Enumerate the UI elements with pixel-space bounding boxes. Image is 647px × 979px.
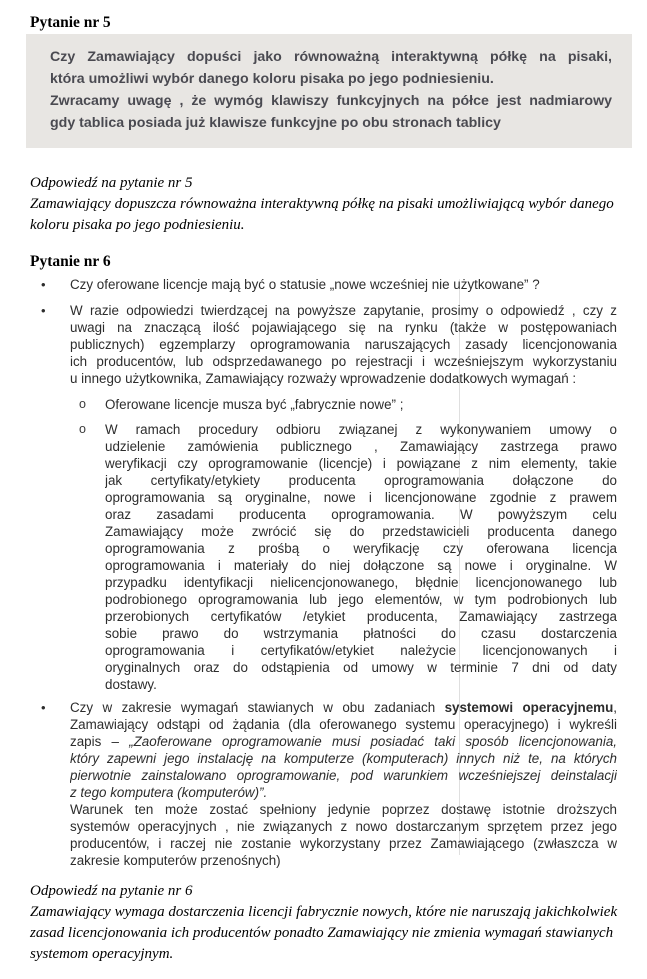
bullet-marker: •: [41, 700, 46, 715]
question5-scan-text: [50, 46, 612, 134]
list-item: [40, 421, 617, 693]
answer6-text: [30, 902, 617, 965]
scan-text-line: przypadku identyfikacji nielicencjonowanego, błędnie licencjonowanego lub: [105, 575, 617, 590]
scan-text-line: sobie prawo do wstrzymania płatności do czasu dostarczenia: [105, 626, 617, 641]
answer-text-line: Zamawiający wymaga dostarczenia licencji fabrycznie nowych, które nie naruszają jakichkolwiek: [30, 904, 618, 920]
scan-text-line: przerobionych certyfikatów /etykiet producenta, Zamawiający zastrzega: [105, 609, 617, 624]
scan-text-line: Czy w zakresie wymagań stawianych w obu zadaniach systemowi operacyjnemu,: [70, 700, 617, 715]
question6-heading: Pytanie nr 6: [30, 253, 111, 270]
scan-text-line: dostawy.: [105, 677, 157, 692]
bullet-marker: o: [79, 422, 86, 436]
scan-text-line: Czy oferowane licencje mają być o statusie „nowe wcześniej nie użytkowane” ?: [70, 277, 540, 292]
scan-text-line: gdy tablica posiada już klawisze funkcyjne po obu stronach tablicy: [50, 115, 501, 131]
scan-text-line: u innego użytkownika, Zamawiający rozważy wprowadzenie dodatkowych wymagań :: [70, 371, 577, 386]
scan-text-line: oprogramowania i certyfikatów/etykiet należycie licencjonowanych i: [105, 643, 617, 658]
scan-text-line: Zamawiający może zwrócić się do przedstawicieli producenta danego: [105, 524, 617, 539]
scan-text-line: oprogramowania i materiały do niej dołączone są nowe i oryginalne. W: [105, 558, 617, 573]
answer6-label: Odpowiedź na pytanie nr 6: [30, 883, 193, 899]
scan-text-line: pierwotnie zainstalowano oprogramowanie, pod warunkiem wcześniejszej deinstalacji: [70, 768, 617, 783]
scan-text-line: oprogramowania z prośbą o weryfikację czy oferowana licencja: [105, 541, 617, 556]
scan-text-line: uwagi na znaczącą ilość pojawiającego się na rynku (także w postępowaniach: [70, 320, 617, 335]
scan-text-line: systemów operacyjnych , nie związanych z nowo dostarczanym sprzętem przez jego: [70, 819, 617, 834]
answer-text-line: Zamawiający dopuszcza równoważna interaktywną półkę na pisaki umożliwiającą wybór danego: [30, 196, 614, 212]
bullet-marker: o: [79, 397, 86, 411]
scan-text-line: Oferowane licencje musza być „fabrycznie nowe” ;: [105, 397, 404, 412]
scan-text-line: zapis – „Zaoferowane oprogramowanie musi posiadać taki sposób licencjonowania,: [70, 734, 617, 749]
scan-text-line: Zamawiający odstąpi od żądania (dla oferowanego systemu operacyjnego) i wykreśli: [70, 717, 617, 732]
scan-text-line: z tego komputera (komputerów)”.: [70, 785, 268, 800]
question6-bullet-list: [40, 276, 617, 869]
scan-text-line: udzielenie zamówienia publicznego , Zamawiający zastrzega prawo: [105, 439, 617, 454]
scan-text-line: publicznych) egzemplarzy oprogramowania naruszających zasady licencjonowania: [70, 337, 617, 352]
scan-text-line: oryginalnych oraz do odstąpienia od umowy w terminie 7 dni od daty: [105, 660, 617, 675]
answer-text-line: koloru pisaka po jego podniesieniu.: [30, 217, 245, 233]
scan-text-line: oraz zasadami producenta oprogramowania. W powyższym celu: [105, 507, 617, 522]
scan-text-line: ich producentów, lub odsprzedawanego po rejestracji i wcześniejszym wykorzystaniu: [70, 354, 617, 369]
scan-text-line: który zapewni jego instalację na komputerze (komputerach) innych niż te, na których: [70, 751, 617, 766]
scan-text-line: W razie odpowiedzi twierdzącej na powyższe zapytanie, prosimy o odpowiedź , czy z: [70, 303, 617, 318]
list-item: [40, 699, 617, 869]
answer5-text: [30, 194, 617, 236]
answer-text-line: zasad licencjonowania ich producentów ponadto Zamawiający nie zmienia wymagań stawianych: [30, 925, 614, 941]
scan-text-line: która umożliwi wybór danego koloru pisaka po jego podniesieniu.: [50, 71, 494, 87]
scan-text-line: Czy Zamawiający dopuści jako równoważną interaktywną półkę na pisaki,: [50, 49, 612, 65]
scan-text-line: jak certyfikaty/etykiety producenta oprogramowania dołączone do: [105, 473, 617, 488]
question5-scan-block: [26, 34, 632, 148]
answer-text-line: systemom operacyjnym.: [30, 946, 174, 962]
scan-text-line: Zwracamy uwagę , że wymóg klawiszy funkcyjnych na półce jest nadmiarowy: [50, 93, 612, 109]
scan-text-line: oprogramowania są oryginalne, nowe i licencjonowane zgodnie z prawem: [105, 490, 617, 505]
list-item: [40, 396, 617, 413]
scan-text-line: podrobionego oprogramowania lub jego elementów, w tym podrobionych lub: [105, 592, 617, 607]
list-item: [40, 302, 617, 387]
bullet-marker: •: [41, 277, 46, 292]
bullet-marker: •: [41, 303, 46, 318]
list-item: [40, 276, 617, 293]
scan-text-line: W ramach procedury odbioru związanej z wykonywaniem umowy o: [105, 422, 617, 437]
question6-scan-block: [40, 273, 617, 873]
scan-fold-line: [459, 279, 460, 855]
scan-text-line: producentów, i raczej nie zostanie wykorzystany przez Zamawiającego (zwłaszcza w: [70, 836, 617, 851]
scan-text-line: zakresie komputerów przenośnych): [70, 853, 281, 868]
question5-heading: Pytanie nr 5: [30, 14, 111, 31]
answer5-label: Odpowiedź na pytanie nr 5: [30, 175, 193, 191]
scan-text-line: weryfikacji czy oprogramowanie (licencje) i powiązane z nim elementy, takie: [105, 456, 617, 471]
scan-text-line: Warunek ten może zostać spełniony jedynie poprzez dostawę istotnie droższych: [70, 802, 617, 817]
